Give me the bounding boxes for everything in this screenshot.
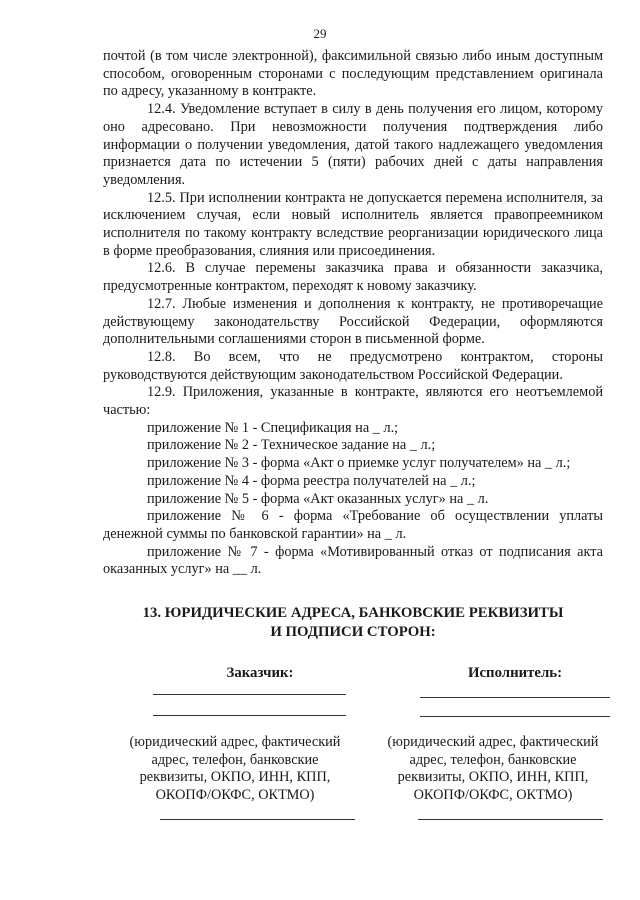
page-number: 29 [313, 26, 327, 41]
appendix-item: приложение № 7 - форма «Мотивированный отказ от подписания акта оказанных услуг» на __ л. [103, 543, 603, 578]
paragraph-12-8: 12.8. Во всем, что не предусмотрено контрактом, стороны руководствуются действующим законодательством Российской Федерации. [103, 348, 603, 383]
contract-body [103, 48, 603, 579]
paragraph-12-6: 12.6. В случае перемены заказчика права и обязанности заказчика, предусмотренные контрактом, переходят к новому заказчику. [103, 260, 603, 295]
appendix-item: приложение № 5 - форма «Акт оказанных услуг» на _ л. [147, 490, 489, 507]
requisites-line: (юридический адрес, фактический [129, 734, 341, 750]
customer-signature-line [153, 715, 346, 716]
appendix-item: приложение № 6 - форма «Требование об осуществлении уплаты денежной суммы по банковской гарантии» на _ л. [103, 508, 603, 542]
requisites-line: реквизиты, ОКПО, ИНН, КПП, [397, 769, 589, 785]
contractor-signature-line [420, 716, 610, 717]
appendix-item: приложение № 3 - форма «Акт о приемке услуг получателем» на _ л.; [147, 455, 571, 472]
requisites-line: ОКОПФ/ОКФС, ОКТМО) [413, 786, 573, 803]
requisites-line: реквизиты, ОКПО, ИНН, КПП, [139, 769, 331, 785]
contractor-bottom-line [418, 819, 603, 820]
paragraph-continuation: почтой (в том числе электронной), факсимильной связью либо иным доступным способом, оговоренным сторонами с последующим представлением оригинала по адресу, указанному в контракте. [103, 48, 603, 100]
customer-bottom-line [160, 819, 355, 820]
section-13-title [103, 604, 603, 642]
paragraph-12-5: 12.5. При исполнении контракта не допускается перемена исполнителя, за исключением случая, если новый исполнитель является правопреемником исполнителя по такому контракту вследствие реорганизации юридического лица в форме преобразования, слияния или присоединения. [103, 189, 603, 259]
appendix-item: приложение № 1 - Спецификация на _ л.; [147, 419, 399, 436]
customer-label: Заказчик: [226, 665, 294, 681]
contractor-requisites [373, 734, 613, 804]
contractor-label: Исполнитель: [467, 665, 563, 681]
requisites-line: ОКОПФ/ОКФС, ОКТМО) [155, 786, 315, 803]
requisites-line: (юридический адрес, фактический [387, 734, 599, 750]
requisites-line: адрес, телефон, банковские [409, 751, 577, 768]
appendix-item: приложение № 2 - Техническое задание на _ л.; [147, 437, 436, 454]
paragraph-12-9: 12.9. Приложения, указанные в контракте, являются его неотъемлемой частью: [103, 384, 603, 419]
appendix-item: приложение № 4 - форма реестра получателей на _ л.; [147, 472, 476, 489]
customer-signature-line [153, 694, 346, 695]
contractor-signature-line [420, 697, 610, 698]
section-title-line: 13. ЮРИДИЧЕСКИЕ АДРЕСА, БАНКОВСКИЕ РЕКВИЗИТЫ [142, 605, 564, 621]
requisites-line: адрес, телефон, банковские [151, 751, 319, 768]
paragraph-12-4: 12.4. Уведомление вступает в силу в день получения его лицом, которому оно адресовано. При невозможности получения подтверждения либо информации о получении уведомления, датой такого надлежащего уведомления признается дата по истечении 5 (пяти) рабочих дней с даты направления уведомления. [103, 101, 603, 188]
customer-requisites [115, 734, 355, 804]
section-title-line: И ПОДПИСИ СТОРОН: [270, 624, 436, 640]
paragraph-12-7: 12.7. Любые изменения и дополнения к контракту, не противоречащие действующему законодательству Российской Федерации, оформляются дополнительными соглашениями сторон в письменной форме. [103, 295, 603, 348]
